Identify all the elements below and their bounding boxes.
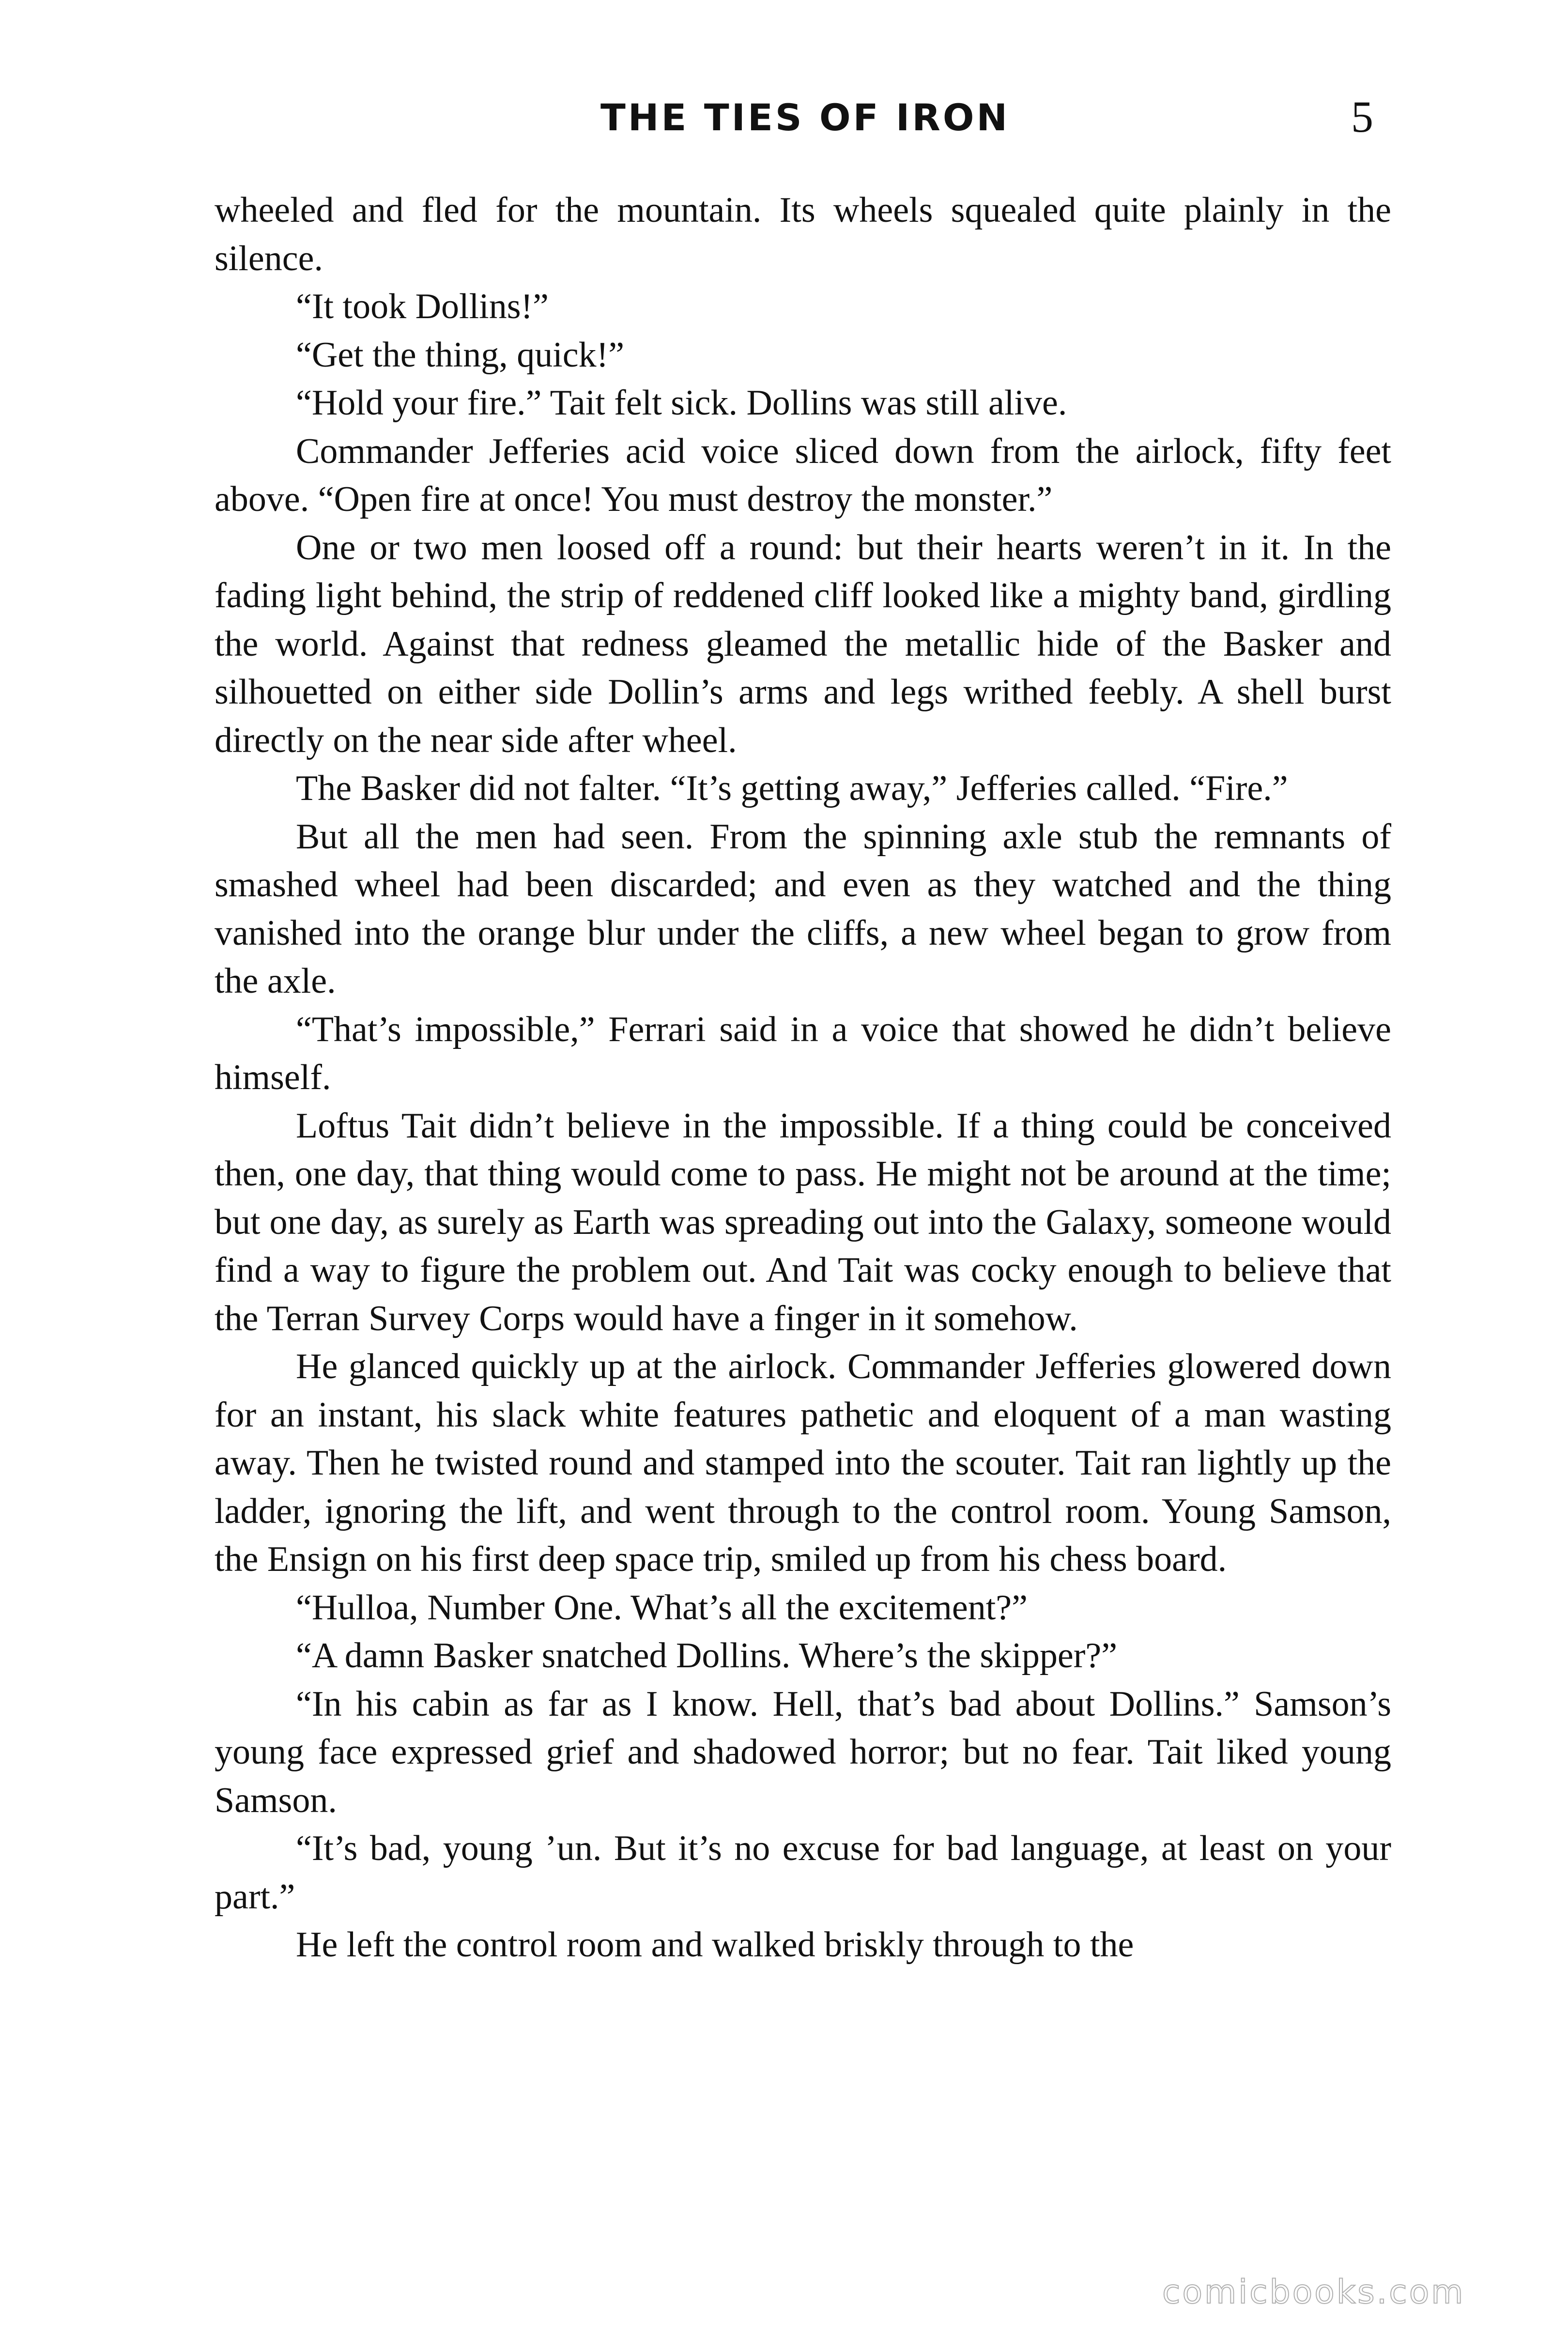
paragraph-2: “It took Dollins!” (296, 287, 549, 326)
paragraph-14: “In his cabin as far as I know. Hell, that’s bad about Dollins.” Samson’s young face expressed grief and shadowed horror; but no fear. Tait liked young Samson. (215, 1684, 1391, 1820)
paragraph-12: “Hulloa, Number One. What’s all the excitement?” (296, 1587, 1028, 1628)
paragraph-9: “That’s impossible,” Ferrari said in a voice that showed he didn’t believe himself. (215, 1009, 1391, 1097)
paragraph-5: Commander Jefferies acid voice sliced down from the airlock, fifty feet above. “Open fire at once! You must destroy the monster.” (215, 431, 1391, 519)
paragraph-11: He glanced quickly up at the airlock. Commander Jefferies glowered down for an instant, his slack white features pathetic and eloquent of a man wasting away. Then he twisted round and stamped into the scouter. Tait ran lightly up the ladder, ignoring the lift, and went through to the control room. Young Samson, the Ensign on his first deep space trip, smiled up from his chess board. (215, 1347, 1391, 1579)
running-title: THE TIES OF IRON (600, 96, 1010, 139)
paragraph-15: “It’s bad, young ’un. But it’s no excuse for bad language, at least on your part.” (215, 1829, 1391, 1917)
paragraph-10: Loftus Tait didn’t believe in the impossible. If a thing could be conceived then, one day, that thing would come to pass. He might not be around at the time; but one day, as surely as Earth was spreading out into the Galaxy, someone would find a way to figure the problem out. And Tait was cocky enough to believe that the Terran Survey Corps would have a finger in it somehow. (215, 1106, 1391, 1338)
body-text (215, 186, 1391, 1969)
paragraph-16: He left the control room and walked briskly through to the (296, 1925, 1134, 1965)
paragraph-13: “A damn Basker snatched Dollins. Where’s the skipper?” (296, 1636, 1118, 1676)
paragraph-4: “Hold your fire.” Tait felt sick. Dollins was still alive. (296, 383, 1067, 423)
paragraph-6: One or two men loosed off a round: but their hearts weren’t in it. In the fading light behind, the strip of reddened cliff looked like a mighty band, girdling the world. Against that redness gleamed the metallic hide of the Basker and silhouetted on either side Dollin’s arms and legs writhed feebly. A shell burst directly on the near side after wheel. (215, 527, 1391, 760)
paragraph-8: But all the men had seen. From the spinning axle stub the remnants of smashed wheel had been discarded; and even as they watched and the thing vanished into the orange blur under the cliffs, a new wheel began to grow from the axle. (215, 816, 1391, 1001)
paragraph-7: The Basker did not falter. “It’s getting away,” Jefferies called. “Fire.” (296, 769, 1288, 808)
watermark: comicbooks.com (1162, 2273, 1465, 2311)
page-number: 5 (1351, 92, 1373, 141)
paragraph-3: “Get the thing, quick!” (296, 335, 625, 375)
paragraph-1: wheeled and fled for the mountain. Its wheels squealed quite plainly in the silence. (215, 190, 1391, 278)
